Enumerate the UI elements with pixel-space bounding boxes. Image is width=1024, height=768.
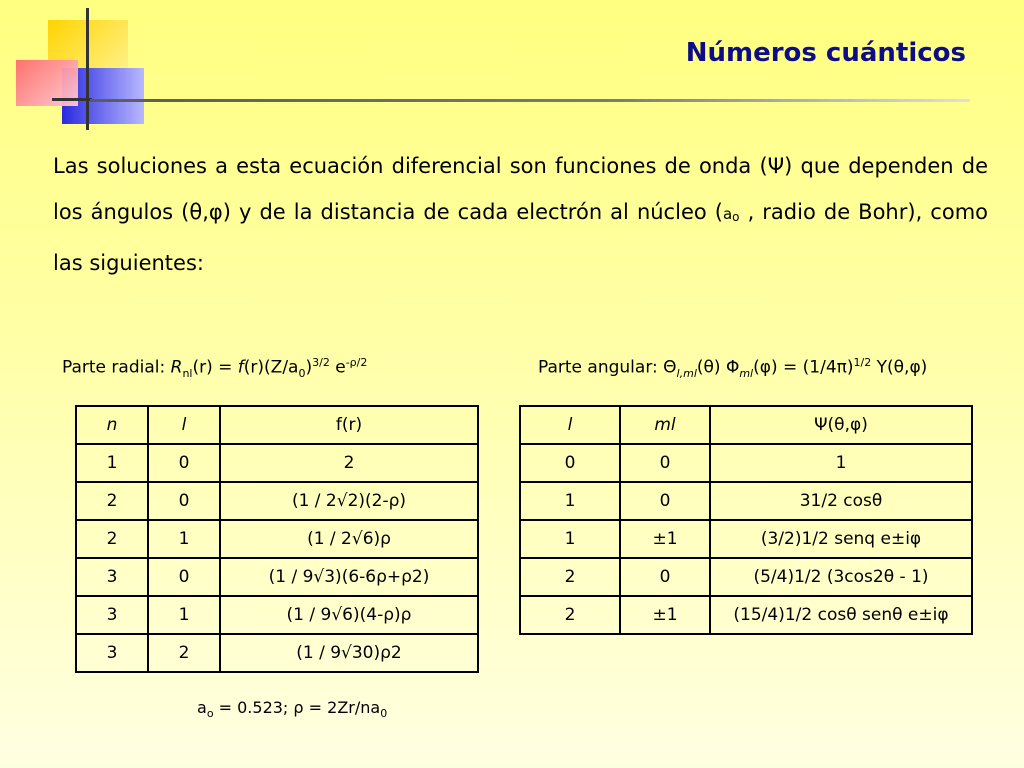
table-cell: 1 xyxy=(520,482,620,520)
logo-horizontal-line xyxy=(52,98,92,101)
table-cell: 2 xyxy=(148,634,220,672)
table-row xyxy=(76,444,478,482)
decorative-logo xyxy=(0,0,160,140)
logo-vertical-line xyxy=(86,8,89,130)
table-row xyxy=(520,482,972,520)
header-psi: Ψ(θ,φ) xyxy=(710,406,972,444)
angular-eq-2: (φ) = (1/4π) xyxy=(753,357,854,378)
footnote-constants xyxy=(197,698,387,720)
footnote-a-subscript: o xyxy=(206,707,214,721)
angular-part-caption xyxy=(538,356,927,380)
table-cell: 3 xyxy=(76,596,148,634)
radial-table xyxy=(75,405,479,673)
table-cell: 3 xyxy=(76,634,148,672)
table-cell: 1 xyxy=(76,444,148,482)
angular-exponent: 1/2 xyxy=(853,356,872,369)
table-cell: (3/2)1/2 senq e±iφ xyxy=(710,520,972,558)
intro-text-end: , radio de Bohr), como las siguientes: xyxy=(53,200,989,275)
table-cell: 1 xyxy=(520,520,620,558)
table-cell: (5/4)1/2 (3cos2θ - 1) xyxy=(710,558,972,596)
header-n: n xyxy=(76,406,148,444)
header-ml: ml xyxy=(620,406,710,444)
radial-R: R xyxy=(170,357,183,378)
angular-label: Parte angular: xyxy=(538,357,664,378)
table-cell: 0 xyxy=(148,482,220,520)
table-cell: (1 / 2√2)(2-ρ) xyxy=(220,482,478,520)
table-cell: ±1 xyxy=(620,596,710,634)
table-cell: 1 xyxy=(710,444,972,482)
table-row xyxy=(76,482,478,520)
table-cell: 0 xyxy=(620,444,710,482)
table-cell: 2 xyxy=(520,558,620,596)
intro-paragraph xyxy=(53,143,988,286)
table-row xyxy=(520,558,972,596)
angular-phi: Φ xyxy=(725,357,740,378)
table-cell: 31/2 cosθ xyxy=(710,482,972,520)
table-cell: 2 xyxy=(520,596,620,634)
angular-phi-subscript: ml xyxy=(739,367,754,381)
angular-theta: Θ xyxy=(663,357,677,378)
footnote-end-subscript: 0 xyxy=(380,707,388,721)
radial-eq-3: ) xyxy=(305,357,313,378)
intro-text-start: Las soluciones a esta ecuación diferencial son funciones de onda (Ψ) que dependen de los ángulos (θ,φ) y de la distancia de cada electrón al núcleo ( xyxy=(53,154,988,224)
table-cell: 3 xyxy=(76,558,148,596)
radial-exponent-1: 3/2 xyxy=(312,356,330,369)
table-cell: 1 xyxy=(148,520,220,558)
bohr-radius-subscript: o xyxy=(732,210,740,224)
table-cell: (1 / 2√6)ρ xyxy=(220,520,478,558)
header-f-r: f(r) xyxy=(220,406,478,444)
table-row xyxy=(520,520,972,558)
table-cell: 0 xyxy=(620,482,710,520)
table-row xyxy=(520,444,972,482)
table-cell: (1 / 9√30)ρ2 xyxy=(220,634,478,672)
table-header-row xyxy=(520,406,972,444)
table-row xyxy=(76,634,478,672)
page-title: Números cuánticos xyxy=(685,38,966,68)
radial-eq-4: e xyxy=(329,357,346,378)
angular-table xyxy=(519,405,973,635)
table-row xyxy=(76,520,478,558)
table-cell: (1 / 9√6)(4-ρ)ρ xyxy=(220,596,478,634)
radial-R-subscript: nl xyxy=(182,367,193,381)
radial-part-caption xyxy=(62,356,367,380)
radial-f: f xyxy=(237,357,244,378)
table-cell: 0 xyxy=(148,558,220,596)
angular-eq-1: (θ) xyxy=(696,357,726,378)
table-row xyxy=(76,596,478,634)
angular-eq-3: Y(θ,φ) xyxy=(871,357,928,378)
bohr-radius-symbol: a xyxy=(722,205,733,223)
table-cell: (1 / 9√3)(6-6ρ+ρ2) xyxy=(220,558,478,596)
header-l: l xyxy=(520,406,620,444)
table-cell: ±1 xyxy=(620,520,710,558)
table-cell: (15/4)1/2 cosθ senθ e±iφ xyxy=(710,596,972,634)
angular-theta-subscript: l,ml xyxy=(676,367,697,381)
radial-eq-2: (r)(Z/a xyxy=(243,357,299,378)
table-cell: 0 xyxy=(620,558,710,596)
table-cell: 1 xyxy=(148,596,220,634)
footnote-text: = 0.523; ρ = 2Zr/na xyxy=(213,698,381,717)
table-cell: 2 xyxy=(76,482,148,520)
table-cell: 0 xyxy=(148,444,220,482)
table-row xyxy=(520,596,972,634)
title-underline xyxy=(90,99,970,102)
table-header-row xyxy=(76,406,478,444)
table-cell: 2 xyxy=(220,444,478,482)
table-cell: 0 xyxy=(520,444,620,482)
table-row xyxy=(76,558,478,596)
radial-label: Parte radial: xyxy=(62,357,171,378)
radial-zero-subscript: 0 xyxy=(298,367,306,381)
footnote-a: a xyxy=(197,698,207,717)
header-l: l xyxy=(148,406,220,444)
radial-eq-1: (r) = xyxy=(192,357,238,378)
radial-exponent-2: -ρ/2 xyxy=(345,356,368,369)
table-cell: 2 xyxy=(76,520,148,558)
